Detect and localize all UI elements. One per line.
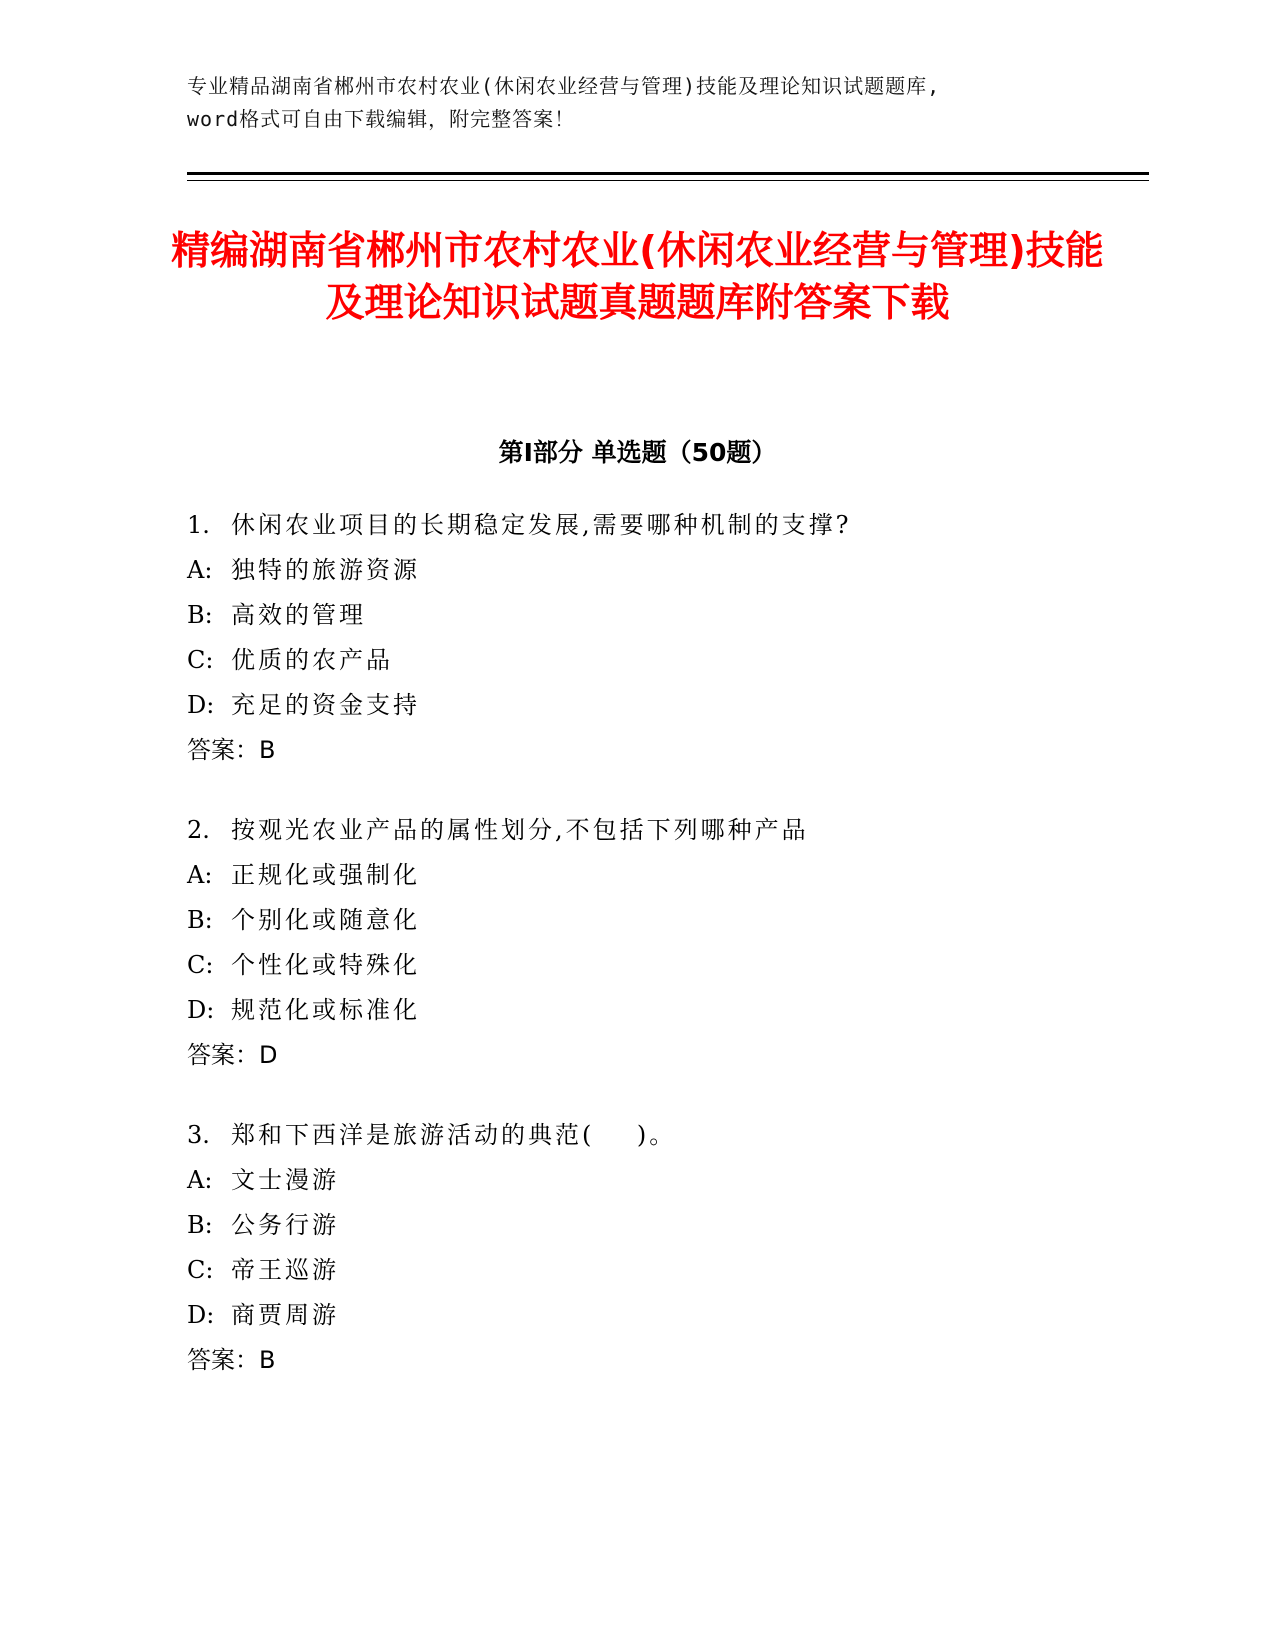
answer-line	[187, 1033, 1147, 1078]
option-text: 优质的农产品	[231, 646, 393, 674]
header-note-line-1: 专业精品湖南省郴州市农村农业(休闲农业经营与管理)技能及理论知识试题题库,	[187, 74, 941, 98]
option-key: A:	[187, 556, 213, 584]
option-key: B:	[187, 601, 213, 629]
answer-label: 答案：	[187, 1346, 259, 1374]
option-key: C:	[187, 1256, 214, 1284]
option-key: C:	[187, 646, 214, 674]
document-title: 精编湖南省郴州市农村农业(休闲农业经营与管理)技能及理论知识试题真题题库附答案下载	[171, 229, 1104, 326]
option-text: 公务行游	[231, 1211, 339, 1239]
answer-value: B	[259, 1346, 276, 1374]
option-a	[187, 1158, 1147, 1203]
option-text: 独特的旅游资源	[231, 556, 420, 584]
option-text: 文士漫游	[231, 1166, 339, 1194]
option-d	[187, 1293, 1147, 1338]
header-divider-thin	[187, 180, 1149, 181]
section-heading: 第Ⅰ部分 单选题（50题）	[498, 438, 777, 467]
option-text: 个别化或随意化	[231, 906, 420, 934]
answer-label: 答案：	[187, 1041, 259, 1069]
option-key: D:	[187, 996, 215, 1024]
option-d	[187, 988, 1147, 1033]
question-stem	[187, 1113, 1147, 1158]
option-b	[187, 593, 1147, 638]
option-a	[187, 548, 1147, 593]
option-c	[187, 638, 1147, 683]
answer-line	[187, 1338, 1147, 1383]
answer-label: 答案：	[187, 736, 259, 764]
question-block	[187, 503, 1147, 773]
option-d	[187, 683, 1147, 728]
option-key: A:	[187, 861, 213, 889]
option-key: A:	[187, 1166, 213, 1194]
option-c	[187, 943, 1147, 988]
option-key: B:	[187, 906, 213, 934]
option-c	[187, 1248, 1147, 1293]
question-text: 郑和下西洋是旅游活动的典范( )。	[231, 1121, 677, 1149]
question-number: 3.	[187, 1121, 210, 1149]
answer-value: B	[259, 736, 276, 764]
option-a	[187, 853, 1147, 898]
option-b	[187, 1203, 1147, 1248]
question-text: 休闲农业项目的长期稳定发展,需要哪种机制的支撑?	[231, 511, 852, 539]
question-block	[187, 808, 1147, 1078]
option-b	[187, 898, 1147, 943]
question-number: 1.	[187, 511, 210, 539]
option-text: 高效的管理	[231, 601, 366, 629]
question-stem	[187, 808, 1147, 853]
option-text: 个性化或特殊化	[231, 951, 420, 979]
question-text: 按观光农业产品的属性划分,不包括下列哪种产品	[231, 816, 809, 844]
option-key: B:	[187, 1211, 213, 1239]
question-stem	[187, 503, 1147, 548]
header-note	[187, 70, 1087, 136]
question-block	[187, 1113, 1147, 1383]
option-key: D:	[187, 1301, 215, 1329]
option-text: 规范化或标准化	[231, 996, 420, 1024]
option-text: 商贾周游	[231, 1301, 339, 1329]
question-number: 2.	[187, 816, 210, 844]
option-key: D:	[187, 691, 215, 719]
option-text: 正规化或强制化	[231, 861, 420, 889]
answer-value: D	[259, 1041, 278, 1069]
header-note-line-2: word格式可自由下载编辑，附完整答案！	[187, 107, 576, 131]
answer-line	[187, 728, 1147, 773]
header-divider-thick	[187, 172, 1149, 175]
option-text: 帝王巡游	[231, 1256, 339, 1284]
option-key: C:	[187, 951, 214, 979]
option-text: 充足的资金支持	[231, 691, 420, 719]
